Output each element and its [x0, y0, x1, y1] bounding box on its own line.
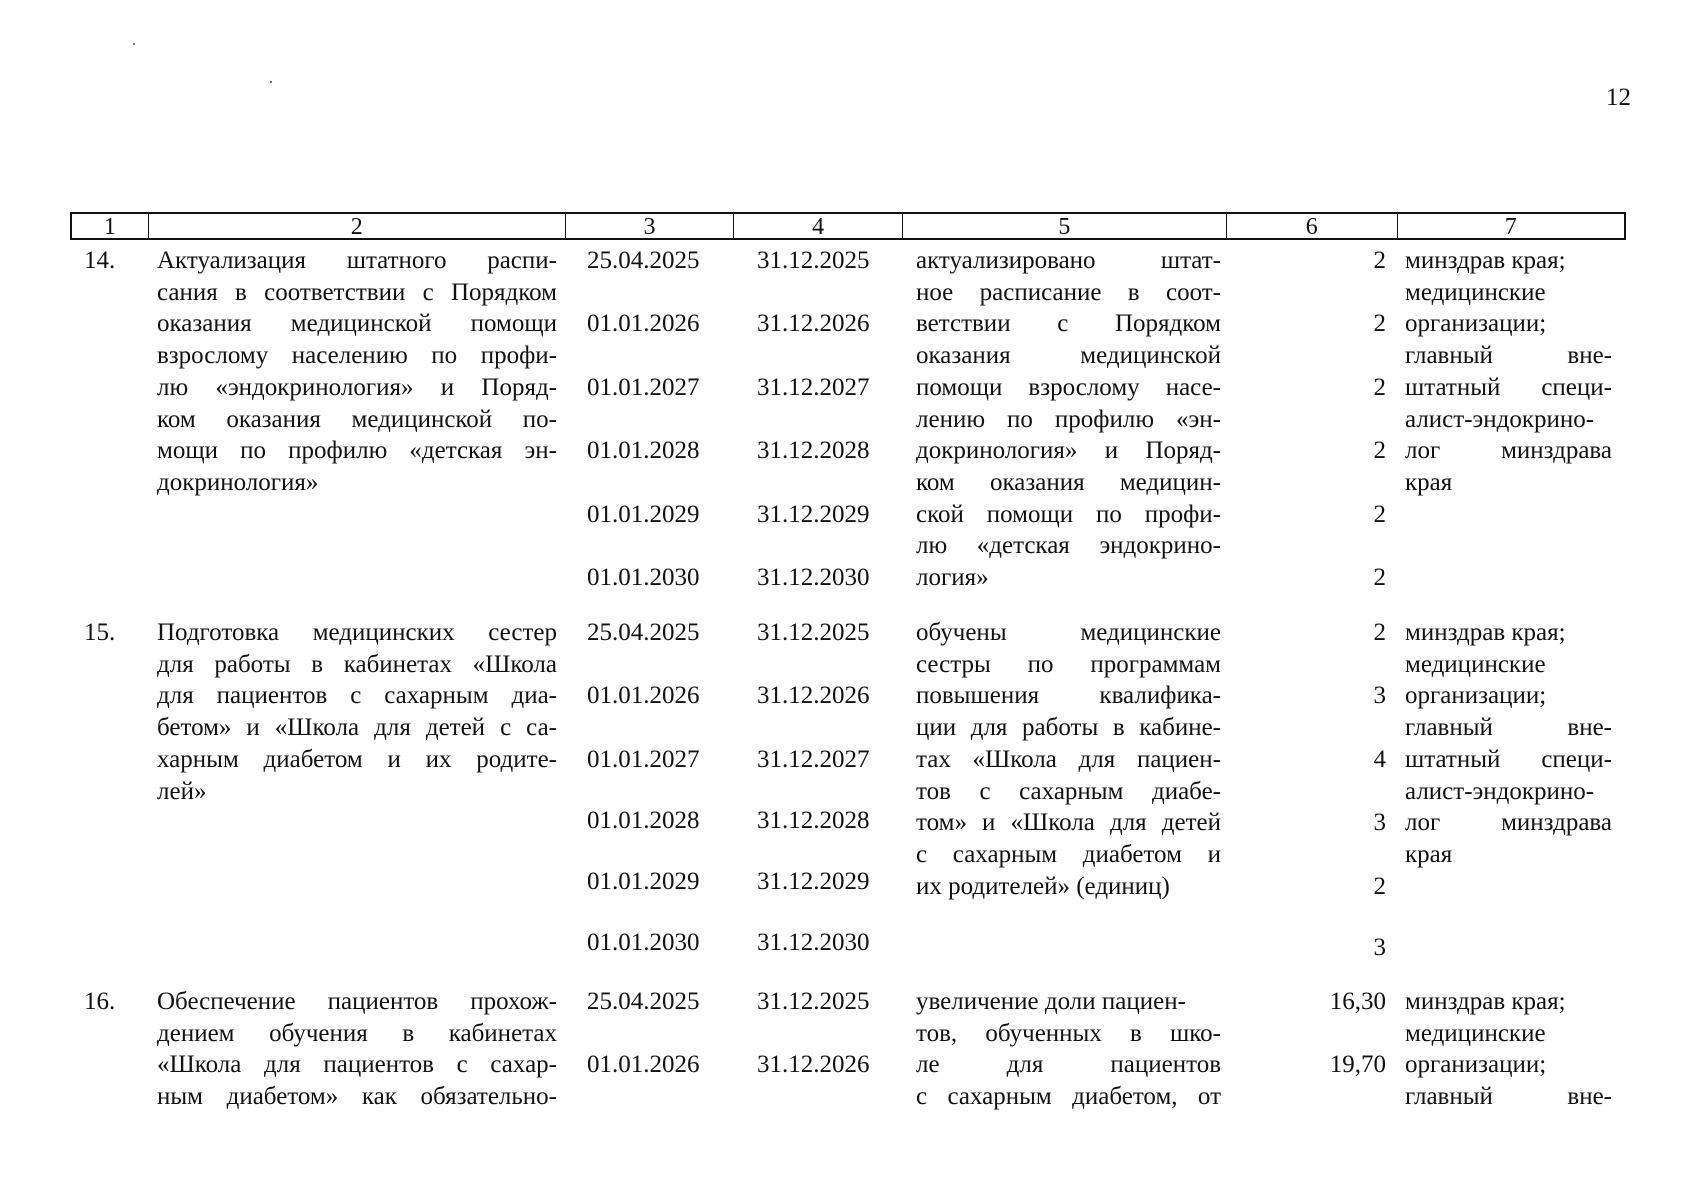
- responsible-line: алист-эндокрино-: [1405, 777, 1595, 805]
- indicator-value: 2: [1373, 310, 1386, 338]
- end-date: 31.12.2029: [757, 867, 870, 895]
- indicator-value: 16,30: [1329, 988, 1386, 1015]
- responsible-parties: [1405, 617, 1612, 871]
- result-line: тах «Школа для пациен-: [916, 745, 1221, 773]
- description-line: сания в соответствии с Порядком: [157, 278, 557, 306]
- start-date: 01.01.2026: [587, 682, 700, 710]
- indicator-value: 2: [1373, 437, 1386, 465]
- description-line: бетом» и «Школа для детей с са-: [157, 714, 557, 742]
- responsible-line: минздрав края;: [1405, 247, 1566, 274]
- responsible-line: штатный специ-: [1405, 745, 1612, 773]
- result-line: помощи взрослому насе-: [916, 373, 1221, 401]
- description-line: харным диабетом и их родите-: [157, 745, 557, 773]
- start-date: 01.01.2027: [587, 373, 700, 401]
- responsible-line: главный вне-: [1405, 1083, 1612, 1111]
- scan-speck: [270, 81, 272, 83]
- result-line: лению по профилю «эн-: [916, 405, 1221, 433]
- responsible-line: минздрав края;: [1405, 619, 1566, 646]
- measure-description: [157, 986, 557, 1113]
- indicator-value: 2: [1373, 563, 1386, 591]
- result-line: тов с сахарным диабе-: [916, 777, 1221, 805]
- start-dates: [587, 986, 727, 1081]
- start-dates: [587, 617, 727, 958]
- description-line: мощи по профилю «детская эн-: [157, 437, 557, 465]
- responsible-parties: [1405, 986, 1612, 1113]
- start-date: 25.04.2025: [587, 988, 700, 1015]
- table-header-row: [70, 212, 1626, 240]
- description-line: дением обучения в кабинетах: [157, 1019, 557, 1047]
- end-date: 31.12.2030: [757, 563, 870, 591]
- scan-speck: [133, 43, 135, 45]
- description-line: для работы в кабинетах «Школа: [157, 650, 557, 678]
- indicator-value: 2: [1373, 619, 1386, 646]
- result-line: том» и «Школа для детей: [916, 809, 1221, 837]
- result-line: оказания медицинской: [916, 342, 1221, 370]
- end-date: 31.12.2026: [757, 682, 870, 710]
- description-line: для пациентов с сахарным диа-: [157, 682, 557, 710]
- end-dates: [757, 617, 897, 958]
- result-line: ции для работы в кабине-: [916, 714, 1221, 742]
- responsible-line: медицинские: [1405, 1019, 1546, 1047]
- responsible-line: организации;: [1405, 682, 1547, 710]
- responsible-line: главный вне-: [1405, 342, 1612, 370]
- row-number: 16.: [84, 988, 116, 1015]
- indicator-value: 2: [1373, 247, 1386, 274]
- responsible-line: медицинские: [1405, 650, 1546, 678]
- result-line: с сахарным диабетом и: [916, 840, 1221, 868]
- column-header: 7: [1504, 214, 1517, 240]
- description-line: ным диабетом» как обязательно-: [157, 1083, 557, 1111]
- result-line: ле для пациентов: [916, 1051, 1221, 1079]
- page-number: 12: [1606, 84, 1631, 111]
- result-line: ветствии с Порядком: [916, 310, 1221, 338]
- end-date: 31.12.2025: [757, 988, 870, 1015]
- end-date: 31.12.2025: [757, 619, 870, 646]
- column-header: 1: [72, 214, 149, 238]
- responsible-parties: [1405, 245, 1612, 499]
- responsible-line: главный вне-: [1405, 714, 1612, 742]
- description-line: «Школа для пациентов с сахар-: [157, 1051, 557, 1079]
- start-date: 01.01.2030: [587, 928, 700, 956]
- result-line: ской помощи по профи-: [916, 500, 1221, 528]
- responsible-line: организации;: [1405, 1051, 1547, 1079]
- start-date: 01.01.2029: [587, 867, 700, 895]
- start-date: 01.01.2026: [587, 310, 700, 338]
- indicator-value: 2: [1373, 373, 1386, 401]
- start-dates: [587, 245, 727, 594]
- column-header: 2: [149, 214, 566, 238]
- description-line: взрослому населению по профи-: [157, 342, 557, 370]
- indicator-value: 3: [1373, 682, 1386, 710]
- description-line: лю «эндокринология» и Поряд-: [157, 373, 557, 401]
- end-date: 31.12.2027: [757, 745, 870, 773]
- description-line: Обеспечение пациентов прохож-: [157, 988, 557, 1015]
- result-line: увеличение доли пациен-: [916, 988, 1186, 1015]
- responsible-line: лог минздрава: [1405, 437, 1612, 465]
- responsible-line: минздрав края;: [1405, 988, 1566, 1015]
- indicator-value: 19,70: [1329, 1051, 1386, 1079]
- result-line: актуализировано штат-: [916, 247, 1221, 274]
- measure-description: [157, 245, 557, 499]
- result-line: повышения квалифика-: [916, 682, 1221, 710]
- description-line: ком оказания медицинской по-: [157, 405, 557, 433]
- indicator-values: [1230, 245, 1386, 594]
- result-line: ком оказания медицин-: [916, 468, 1221, 496]
- end-date: 31.12.2028: [757, 437, 870, 465]
- expected-result: [916, 986, 1221, 1113]
- start-date: 25.04.2025: [587, 619, 700, 646]
- end-date: 31.12.2026: [757, 1051, 870, 1079]
- result-line: лю «детская эндокрино-: [916, 532, 1221, 560]
- end-dates: [757, 986, 897, 1081]
- responsible-line: края: [1405, 468, 1453, 496]
- start-date: 25.04.2025: [587, 247, 700, 274]
- responsible-line: организации;: [1405, 310, 1547, 338]
- responsible-line: медицинские: [1405, 278, 1546, 306]
- end-date: 31.12.2027: [757, 373, 870, 401]
- row-number: 14.: [84, 247, 116, 274]
- indicator-value: 2: [1373, 872, 1386, 900]
- start-date: 01.01.2028: [587, 437, 700, 465]
- column-header: 5: [903, 214, 1227, 238]
- expected-result: [916, 617, 1221, 902]
- indicator-value: 3: [1373, 933, 1386, 961]
- start-date: 01.01.2030: [587, 563, 700, 591]
- column-header: 6: [1227, 214, 1398, 238]
- result-line: их родителей» (единиц): [916, 872, 1170, 900]
- end-date: 31.12.2028: [757, 806, 870, 834]
- result-line: докринология» и Поряд-: [916, 437, 1221, 465]
- result-line: тов, обученных в шко-: [916, 1019, 1221, 1047]
- end-date: 31.12.2025: [757, 247, 870, 274]
- end-date: 31.12.2030: [757, 928, 870, 956]
- result-line: с сахарным диабетом, от: [916, 1083, 1221, 1111]
- start-date: 01.01.2026: [587, 1051, 700, 1079]
- result-line: логия»: [916, 564, 989, 592]
- indicator-value: 2: [1373, 500, 1386, 528]
- measure-description: [157, 617, 557, 807]
- indicator-value: 4: [1373, 745, 1386, 773]
- column-header: 3: [566, 214, 735, 238]
- row-number: 15.: [84, 619, 116, 646]
- result-line: ное расписание в соот-: [916, 278, 1221, 306]
- description-line: оказания медицинской помощи: [157, 310, 557, 338]
- result-line: обучены медицинские: [916, 619, 1221, 646]
- end-date: 31.12.2026: [757, 310, 870, 338]
- indicator-values: [1230, 986, 1386, 1081]
- column-header: 4: [734, 214, 903, 238]
- responsible-line: края: [1405, 840, 1453, 868]
- indicator-value: 3: [1373, 809, 1386, 837]
- description-line: Актуализация штатного распи-: [157, 247, 557, 274]
- end-date: 31.12.2029: [757, 500, 870, 528]
- end-dates: [757, 245, 897, 594]
- description-line: докринология»: [157, 468, 319, 496]
- result-line: сестры по программам: [916, 650, 1221, 678]
- indicator-values: [1230, 617, 1386, 963]
- start-date: 01.01.2029: [587, 500, 700, 528]
- start-date: 01.01.2027: [587, 745, 700, 773]
- responsible-line: штатный специ-: [1405, 373, 1612, 401]
- responsible-line: лог минздрава: [1405, 809, 1612, 837]
- description-line: лей»: [157, 777, 207, 805]
- description-line: Подготовка медицинских сестер: [157, 619, 557, 646]
- expected-result: [916, 245, 1221, 594]
- responsible-line: алист-эндокрино-: [1405, 405, 1595, 433]
- start-date: 01.01.2028: [587, 806, 700, 834]
